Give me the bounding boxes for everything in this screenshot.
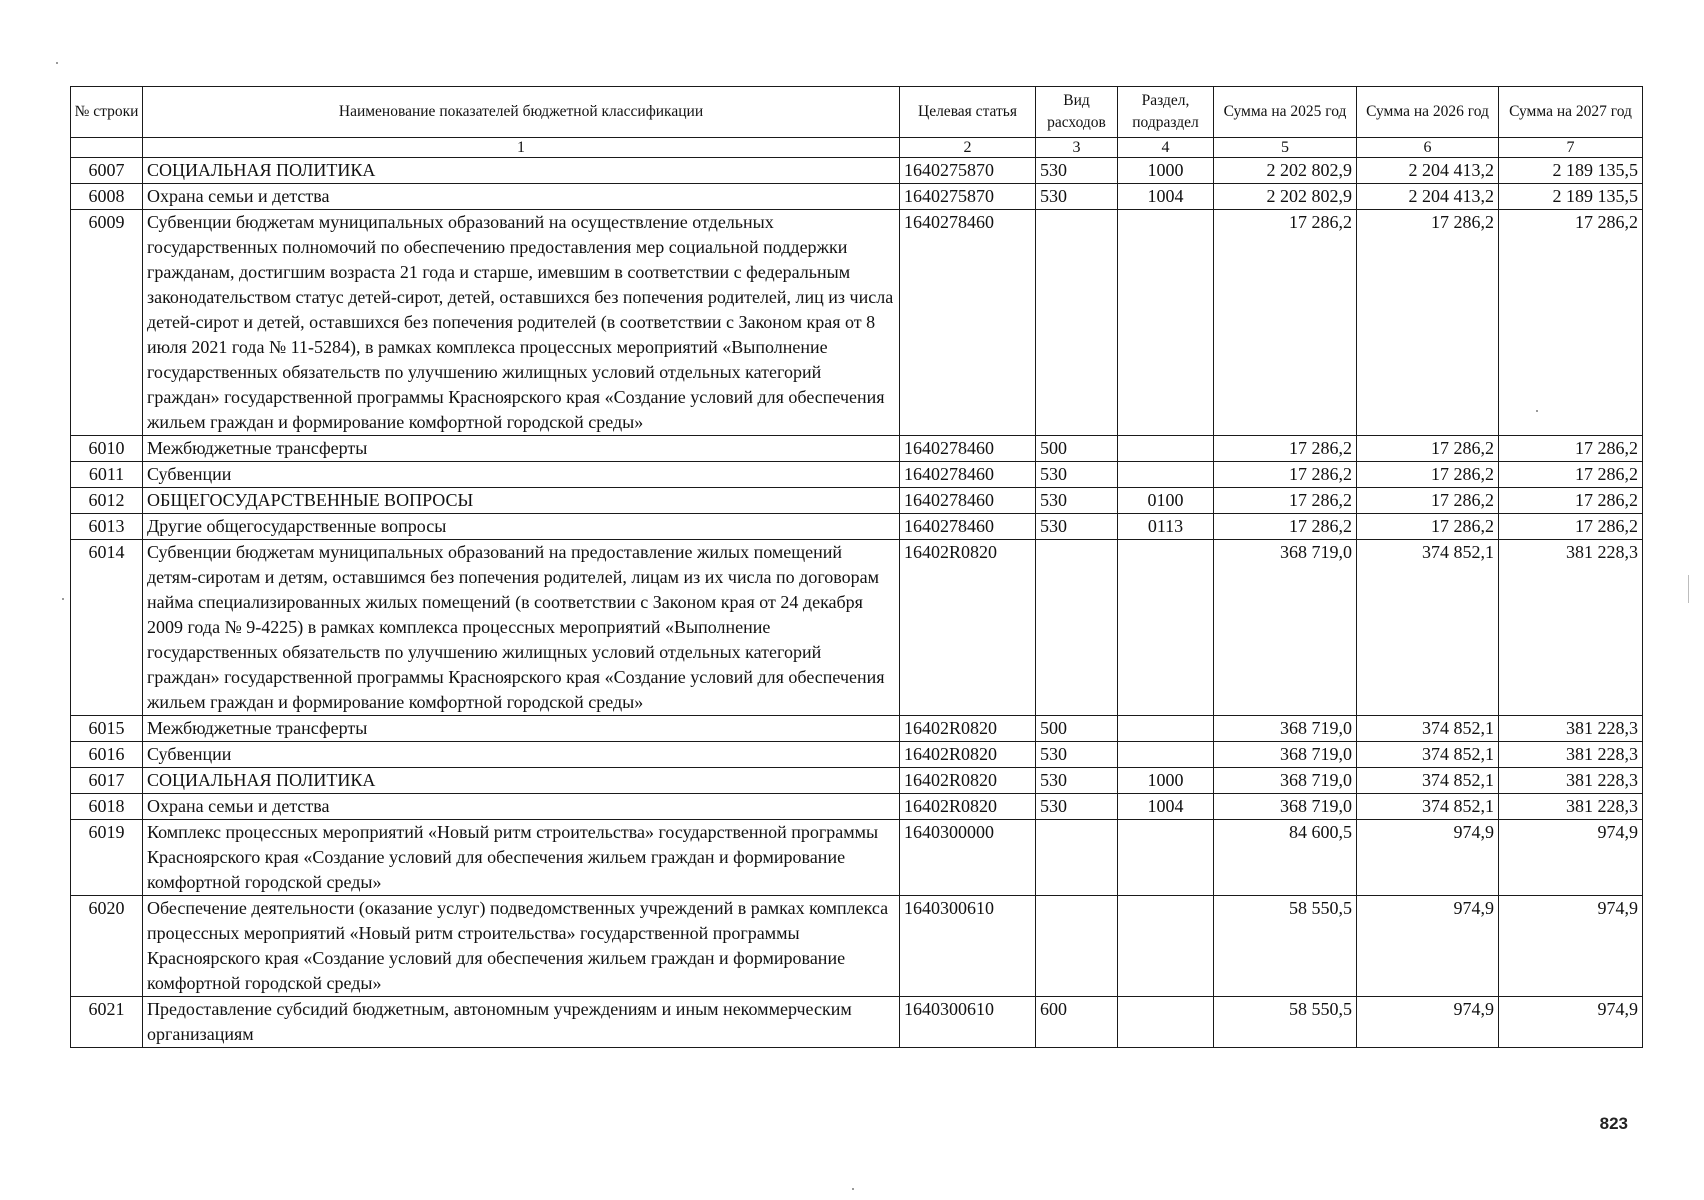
sum-2026: 17 286,2: [1357, 488, 1499, 514]
row-number: 6017: [71, 768, 143, 794]
target-article-code: 1640275870: [900, 184, 1036, 210]
scan-speck: [62, 598, 64, 600]
sum-2027: 974,9: [1499, 896, 1643, 997]
header-row: [71, 87, 1643, 138]
header-sum-2026: Сумма на 2026 год: [1357, 87, 1499, 138]
row-number: 6021: [71, 997, 143, 1048]
header-expense-type: Вид расходов: [1036, 87, 1118, 138]
sum-2025: 368 719,0: [1214, 768, 1357, 794]
expense-type-code: [1036, 820, 1118, 896]
expense-type-code: 530: [1036, 184, 1118, 210]
table-row: [71, 540, 1643, 716]
header-target-article: Целевая статья: [900, 87, 1036, 138]
column-number: 5: [1214, 138, 1357, 158]
table-row: [71, 716, 1643, 742]
header-section: Раздел, подраздел: [1118, 87, 1214, 138]
expense-type-code: [1036, 896, 1118, 997]
sum-2027: 381 228,3: [1499, 742, 1643, 768]
table-row: [71, 184, 1643, 210]
table-row: [71, 794, 1643, 820]
row-number: 6015: [71, 716, 143, 742]
column-number: 2: [900, 138, 1036, 158]
sum-2026: 974,9: [1357, 896, 1499, 997]
sum-2027: 17 286,2: [1499, 210, 1643, 436]
target-article-code: 16402R0820: [900, 742, 1036, 768]
expense-type-code: [1036, 540, 1118, 716]
section-code: 1004: [1118, 794, 1214, 820]
indicator-name: Субвенции бюджетам муниципальных образований на предоставление жилых помещений детям-сиротам и детям, оставшимся без попечения родителей, лицам из их числа по договорам найма специализированных жилых помещений (в соответствии с Законом края от 24 декабря 2009 года № 9-4225) в рамках комплекса процессных мероприятий «Выполнение государственных обязательств по улучшению жилищных условий отдельных категорий граждан» государственной программы Красноярского края «Создание условий для обеспечения жильем граждан и формирование комфортной городской среды»: [143, 540, 900, 716]
header-sum-2025: Сумма на 2025 год: [1214, 87, 1357, 138]
table-body: [71, 158, 1643, 1048]
section-code: 0113: [1118, 514, 1214, 540]
table-row: [71, 158, 1643, 184]
sum-2027: 2 189 135,5: [1499, 158, 1643, 184]
sum-2025: 58 550,5: [1214, 896, 1357, 997]
header-sum-2027: Сумма на 2027 год: [1499, 87, 1643, 138]
table-row: [71, 820, 1643, 896]
column-number-row: [71, 138, 1643, 158]
sum-2026: 17 286,2: [1357, 436, 1499, 462]
sum-2025: 17 286,2: [1214, 488, 1357, 514]
section-code: [1118, 462, 1214, 488]
sum-2026: 17 286,2: [1357, 514, 1499, 540]
row-number: 6016: [71, 742, 143, 768]
row-number: 6011: [71, 462, 143, 488]
section-code: [1118, 540, 1214, 716]
sum-2027: 17 286,2: [1499, 462, 1643, 488]
sum-2025: 368 719,0: [1214, 716, 1357, 742]
sum-2027: 381 228,3: [1499, 794, 1643, 820]
row-number: 6013: [71, 514, 143, 540]
row-number: 6010: [71, 436, 143, 462]
expense-type-code: 500: [1036, 716, 1118, 742]
row-number: 6014: [71, 540, 143, 716]
target-article-code: 1640300610: [900, 896, 1036, 997]
sum-2027: 2 189 135,5: [1499, 184, 1643, 210]
table-row: [71, 436, 1643, 462]
page-number: 823: [1599, 1114, 1628, 1133]
table-row: [71, 462, 1643, 488]
indicator-name: Межбюджетные трансферты: [143, 436, 900, 462]
target-article-code: 1640278460: [900, 436, 1036, 462]
sum-2027: 381 228,3: [1499, 768, 1643, 794]
scan-speck: [1688, 575, 1689, 603]
sum-2026: 17 286,2: [1357, 210, 1499, 436]
section-code: [1118, 742, 1214, 768]
sum-2027: 17 286,2: [1499, 514, 1643, 540]
sum-2027: 381 228,3: [1499, 540, 1643, 716]
expense-type-code: 530: [1036, 768, 1118, 794]
target-article-code: 1640300000: [900, 820, 1036, 896]
indicator-name: СОЦИАЛЬНАЯ ПОЛИТИКА: [143, 158, 900, 184]
target-article-code: 16402R0820: [900, 794, 1036, 820]
indicator-name: Охрана семьи и детства: [143, 184, 900, 210]
section-code: 1000: [1118, 158, 1214, 184]
section-code: 1000: [1118, 768, 1214, 794]
sum-2026: 374 852,1: [1357, 794, 1499, 820]
section-code: 0100: [1118, 488, 1214, 514]
header-row-no: № строки: [71, 87, 143, 138]
target-article-code: 1640278460: [900, 514, 1036, 540]
column-number-blank: [71, 138, 143, 158]
section-code: 1004: [1118, 184, 1214, 210]
expense-type-code: 530: [1036, 462, 1118, 488]
sum-2025: 368 719,0: [1214, 540, 1357, 716]
indicator-name: Другие общегосударственные вопросы: [143, 514, 900, 540]
section-code: [1118, 210, 1214, 436]
section-code: [1118, 896, 1214, 997]
indicator-name: Межбюджетные трансферты: [143, 716, 900, 742]
sum-2027: 974,9: [1499, 820, 1643, 896]
section-code: [1118, 820, 1214, 896]
indicator-name: Субвенции: [143, 742, 900, 768]
table-row: [71, 896, 1643, 997]
table-row: [71, 488, 1643, 514]
expense-type-code: 530: [1036, 514, 1118, 540]
indicator-name: Субвенции бюджетам муниципальных образований на осуществление отдельных государственных полномочий по обеспечению предоставления мер социальной поддержки гражданам, достигшим возраста 21 года и старше, имевшим в соответствии с федеральным законодательством статус детей-сирот, детей, оставшихся без попечения родителей, лиц из числа детей-сирот и детей, оставшихся без попечения родителей (в соответствии с Законом края от 8 июля 2021 года № 11-5284), в рамках комплекса процессных мероприятий «Выполнение государственных обязательств по улучшению жилищных условий отдельных категорий граждан» государственной программы Красноярского края «Создание условий для обеспечения жильем граждан и формирование комфортной городской среды»: [143, 210, 900, 436]
target-article-code: 1640278460: [900, 462, 1036, 488]
table-row: [71, 997, 1643, 1048]
indicator-name: Субвенции: [143, 462, 900, 488]
sum-2025: 58 550,5: [1214, 997, 1357, 1048]
budget-table: [70, 86, 1643, 1048]
target-article-code: 1640275870: [900, 158, 1036, 184]
sum-2025: 17 286,2: [1214, 514, 1357, 540]
expense-type-code: 530: [1036, 742, 1118, 768]
sum-2027: 974,9: [1499, 997, 1643, 1048]
sum-2026: 974,9: [1357, 997, 1499, 1048]
row-number: 6009: [71, 210, 143, 436]
sum-2027: 381 228,3: [1499, 716, 1643, 742]
sum-2027: 17 286,2: [1499, 488, 1643, 514]
column-number: 6: [1357, 138, 1499, 158]
row-number: 6012: [71, 488, 143, 514]
expense-type-code: 530: [1036, 488, 1118, 514]
sum-2026: 374 852,1: [1357, 716, 1499, 742]
expense-type-code: 530: [1036, 158, 1118, 184]
column-number: 1: [143, 138, 900, 158]
target-article-code: 1640278460: [900, 488, 1036, 514]
sum-2025: 2 202 802,9: [1214, 158, 1357, 184]
row-number: 6020: [71, 896, 143, 997]
sum-2025: 368 719,0: [1214, 742, 1357, 768]
target-article-code: 1640278460: [900, 210, 1036, 436]
table-row: [71, 768, 1643, 794]
indicator-name: ОБЩЕГОСУДАРСТВЕННЫЕ ВОПРОСЫ: [143, 488, 900, 514]
sum-2025: 368 719,0: [1214, 794, 1357, 820]
scan-speck: [852, 1188, 854, 1190]
table-row: [71, 210, 1643, 436]
sum-2025: 17 286,2: [1214, 462, 1357, 488]
indicator-name: Предоставление субсидий бюджетным, автономным учреждениям и иным некоммерческим организациям: [143, 997, 900, 1048]
column-number: 3: [1036, 138, 1118, 158]
indicator-name: Охрана семьи и детства: [143, 794, 900, 820]
sum-2025: 84 600,5: [1214, 820, 1357, 896]
sum-2026: 2 204 413,2: [1357, 158, 1499, 184]
scan-speck: [56, 62, 58, 64]
target-article-code: 1640300610: [900, 997, 1036, 1048]
sum-2026: 974,9: [1357, 820, 1499, 896]
table-row: [71, 742, 1643, 768]
row-number: 6007: [71, 158, 143, 184]
sum-2025: 17 286,2: [1214, 436, 1357, 462]
column-number: 7: [1499, 138, 1643, 158]
sum-2027: 17 286,2: [1499, 436, 1643, 462]
row-number: 6018: [71, 794, 143, 820]
target-article-code: 16402R0820: [900, 540, 1036, 716]
row-number: 6019: [71, 820, 143, 896]
sum-2025: 2 202 802,9: [1214, 184, 1357, 210]
sum-2025: 17 286,2: [1214, 210, 1357, 436]
sum-2026: 17 286,2: [1357, 462, 1499, 488]
target-article-code: 16402R0820: [900, 716, 1036, 742]
indicator-name: Обеспечение деятельности (оказание услуг) подведомственных учреждений в рамках комплекса процессных мероприятий «Новый ритм строительства» государственной программы Красноярского края «Создание условий для обеспечения жильем граждан и формирование комфортной городской среды»: [143, 896, 900, 997]
column-number: 4: [1118, 138, 1214, 158]
table-row: [71, 514, 1643, 540]
expense-type-code: 530: [1036, 794, 1118, 820]
expense-type-code: 600: [1036, 997, 1118, 1048]
sum-2026: 2 204 413,2: [1357, 184, 1499, 210]
section-code: [1118, 436, 1214, 462]
indicator-name: Комплекс процессных мероприятий «Новый ритм строительства» государственной программы Красноярского края «Создание условий для обеспечения жильем граждан и формирование комфортной городской среды»: [143, 820, 900, 896]
sum-2026: 374 852,1: [1357, 768, 1499, 794]
section-code: [1118, 997, 1214, 1048]
indicator-name: СОЦИАЛЬНАЯ ПОЛИТИКА: [143, 768, 900, 794]
expense-type-code: [1036, 210, 1118, 436]
section-code: [1118, 716, 1214, 742]
sum-2026: 374 852,1: [1357, 540, 1499, 716]
row-number: 6008: [71, 184, 143, 210]
expense-type-code: 500: [1036, 436, 1118, 462]
header-name: Наименование показателей бюджетной классификации: [143, 87, 900, 138]
sum-2026: 374 852,1: [1357, 742, 1499, 768]
target-article-code: 16402R0820: [900, 768, 1036, 794]
